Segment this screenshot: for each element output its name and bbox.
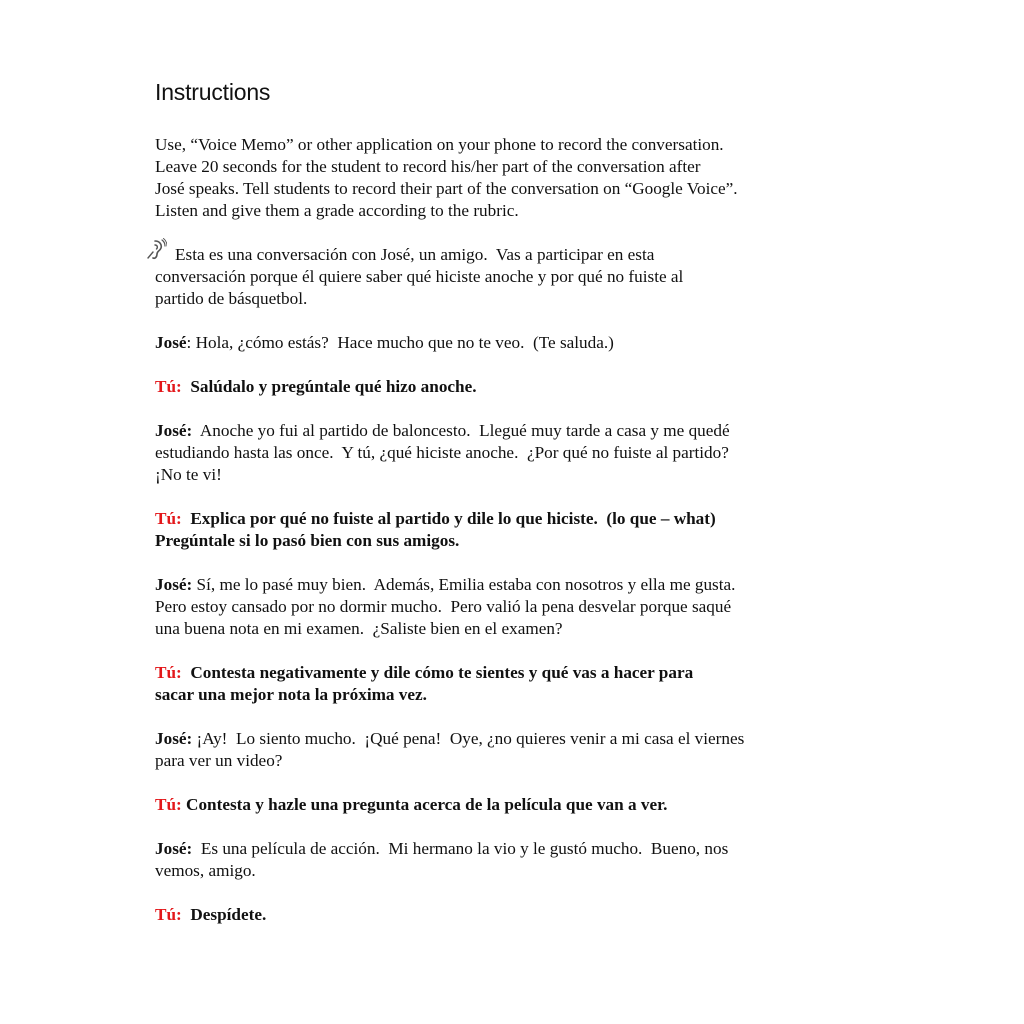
dialogue-line bbox=[155, 904, 845, 926]
dialogue-line bbox=[155, 376, 845, 398]
tu-prompt-text: Salúdalo y pregúntale qué hizo anoche. bbox=[181, 377, 477, 396]
speaker-jose: José: bbox=[155, 575, 193, 594]
speaker-tu: Tú: bbox=[155, 905, 182, 924]
tu-prompt-text: Pregúntale si lo pasó bien con sus amigos. bbox=[155, 531, 460, 550]
dialogue-jose bbox=[155, 574, 845, 640]
dialogue-jose bbox=[155, 838, 845, 882]
dialogue-line: vemos, amigo. bbox=[155, 861, 256, 880]
dialogue-line bbox=[155, 420, 845, 442]
dialogue-tu bbox=[155, 508, 845, 552]
dialogue-line bbox=[155, 574, 845, 596]
dialogue-line: estudiando hasta las once. Y tú, ¿qué hiciste anoche. ¿Por qué no fuiste al partido? bbox=[155, 443, 729, 462]
dialogue-line bbox=[155, 728, 845, 750]
tu-prompt-text: Explica por qué no fuiste al partido y dile lo que hiciste. (lo que – what) bbox=[181, 509, 716, 528]
dialogue-text: ¡Ay! Lo siento mucho. ¡Qué pena! Oye, ¿no quieres venir a mi casa el viernes bbox=[192, 729, 745, 748]
page-title: Instructions bbox=[155, 79, 271, 105]
tu-prompt-text: Contesta y hazle una pregunta acerca de la película que van a ver. bbox=[181, 795, 668, 814]
dialogue-tu bbox=[155, 794, 845, 816]
tu-prompt-text: sacar una mejor nota la próxima vez. bbox=[155, 685, 427, 704]
speaker-jose: José: bbox=[155, 421, 193, 440]
dialogue-line: una buena nota en mi examen. ¿Saliste bien en el examen? bbox=[155, 619, 563, 638]
tu-prompt-text: Contesta negativamente y dile cómo te sientes y qué vas a hacer para bbox=[181, 663, 694, 682]
dialogue-tu bbox=[155, 662, 845, 706]
speaker-tu: Tú: bbox=[155, 509, 182, 528]
dialogue-jose bbox=[155, 728, 845, 772]
instructions-paragraph bbox=[155, 134, 845, 222]
intro-line: conversación porque él quiere saber qué hiciste anoche y por qué no fuiste al bbox=[155, 267, 684, 286]
dialogue-jose bbox=[155, 420, 845, 486]
dialogue-text: Sí, me lo pasé muy bien. Además, Emilia estaba con nosotros y ella me gusta. bbox=[192, 575, 736, 594]
speaker-jose: José: bbox=[155, 729, 193, 748]
speaker-tu: Tú: bbox=[155, 795, 182, 814]
intro-line bbox=[155, 244, 845, 266]
speaker-jose: José: bbox=[155, 839, 193, 858]
dialogue-line: para ver un video? bbox=[155, 751, 283, 770]
speaker-separator: : bbox=[186, 333, 192, 352]
dialogue-line bbox=[155, 838, 845, 860]
dialogue-line: Pero estoy cansado por no dormir mucho. Pero valió la pena desvelar porque saqué bbox=[155, 597, 732, 616]
dialogue-text: Hola, ¿cómo estás? Hace mucho que no te veo. (Te saluda.) bbox=[191, 333, 614, 352]
ear-listening-icon bbox=[145, 238, 167, 262]
dialogue-tu bbox=[155, 904, 845, 926]
dialogue-tu bbox=[155, 376, 845, 398]
dialogue-text: Es una película de acción. Mi hermano la vio y le gustó mucho. Bueno, nos bbox=[192, 839, 729, 858]
document-page bbox=[155, 76, 845, 948]
instructions-line: Leave 20 seconds for the student to record his/her part of the conversation after bbox=[155, 157, 701, 176]
intro-line: partido de básquetbol. bbox=[155, 289, 308, 308]
instructions-line: Listen and give them a grade according to the rubric. bbox=[155, 201, 519, 220]
dialogue-line bbox=[155, 332, 845, 354]
dialogue-line bbox=[155, 794, 845, 816]
tu-prompt-text: Despídete. bbox=[181, 905, 267, 924]
intro-paragraph bbox=[155, 244, 845, 310]
instructions-line: José speaks. Tell students to record their part of the conversation on “Google Voice”. bbox=[155, 179, 738, 198]
intro-line-text: Esta es una conversación con José, un amigo. Vas a participar en esta bbox=[175, 245, 655, 264]
speaker-jose: José bbox=[155, 333, 187, 352]
instructions-line: Use, “Voice Memo” or other application on your phone to record the conversation. bbox=[155, 135, 724, 154]
dialogue-line bbox=[155, 508, 845, 530]
dialogue-jose bbox=[155, 332, 845, 354]
dialogue-text: Anoche yo fui al partido de baloncesto. Llegué muy tarde a casa y me quedé bbox=[192, 421, 730, 440]
dialogue-line bbox=[155, 662, 845, 684]
speaker-tu: Tú: bbox=[155, 377, 182, 396]
dialogue-line: ¡No te vi! bbox=[155, 465, 222, 484]
speaker-tu: Tú: bbox=[155, 663, 182, 682]
